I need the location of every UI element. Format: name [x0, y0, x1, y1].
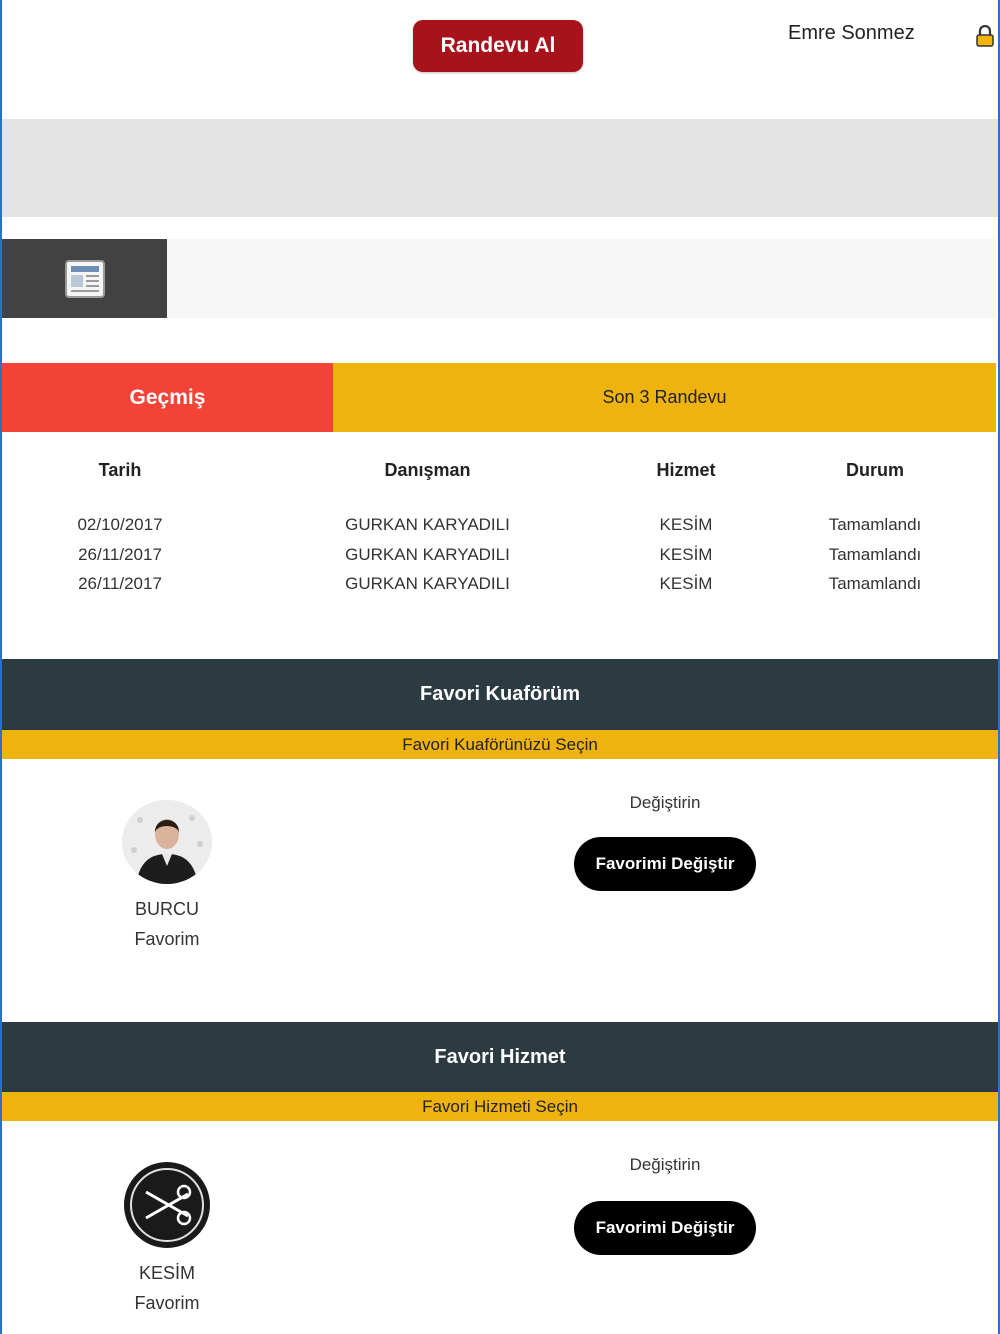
news-icon-block[interactable]: [2, 239, 167, 318]
stylist-favorite-tag: Favorim: [134, 929, 200, 949]
cell-service: KESİM: [659, 545, 713, 564]
cell-status: Tamamlandı: [828, 515, 922, 534]
cell-service: KESİM: [659, 515, 713, 534]
cell-consultant: GURKAN KARYADILI: [345, 574, 510, 593]
cell-consultant: GURKAN KARYADILI: [345, 545, 510, 564]
newspaper-icon: [62, 258, 108, 300]
cell-service: KESİM: [659, 574, 713, 593]
stylist-change-label: Değiştirin: [629, 793, 701, 812]
favorite-stylist-subheading: Favori Kuaförünüzü Seçin: [2, 730, 998, 759]
cell-status: Tamamlandı: [828, 545, 922, 564]
cell-status: Tamamlandı: [828, 574, 922, 593]
service-favorite-tag: Favorim: [134, 1293, 200, 1313]
cell-date: 26/11/2017: [78, 545, 162, 564]
column-header-status: Durum: [846, 460, 904, 480]
stylist-avatar: [122, 800, 212, 884]
cell-date: 02/10/2017: [77, 515, 163, 534]
favorite-stylist-heading: Favori Kuaförüm: [2, 659, 998, 730]
stylist-photo: [122, 800, 212, 884]
cell-date: 26/11/2017: [78, 574, 162, 593]
change-favorite-service-button[interactable]: Favorimi Değiştir: [574, 1201, 756, 1255]
favorite-service-subheading: Favori Hizmeti Seçin: [2, 1092, 998, 1121]
scissors-icon: [122, 1162, 212, 1248]
service-name: KESİM: [138, 1263, 195, 1283]
news-panel: [167, 239, 996, 318]
book-appointment-button[interactable]: Randevu Al: [413, 20, 583, 72]
service-change-label: Değiştirin: [629, 1155, 701, 1174]
stylist-name: BURCU: [134, 899, 199, 919]
favorite-service-heading: Favori Hizmet: [2, 1022, 998, 1093]
column-header-service: Hizmet: [656, 460, 716, 480]
tab-recent-appointments[interactable]: Son 3 Randevu: [333, 363, 996, 432]
column-header-consultant: Danışman: [384, 460, 471, 480]
column-header-date: Tarih: [98, 460, 142, 480]
user-name-link[interactable]: Emre Sonmez: [788, 22, 915, 44]
cell-consultant: GURKAN KARYADILI: [345, 515, 510, 534]
banner-placeholder: [2, 119, 998, 217]
lock-icon[interactable]: [976, 25, 994, 47]
tab-history[interactable]: Geçmiş: [2, 363, 333, 432]
change-favorite-stylist-button[interactable]: Favorimi Değiştir: [574, 837, 756, 891]
